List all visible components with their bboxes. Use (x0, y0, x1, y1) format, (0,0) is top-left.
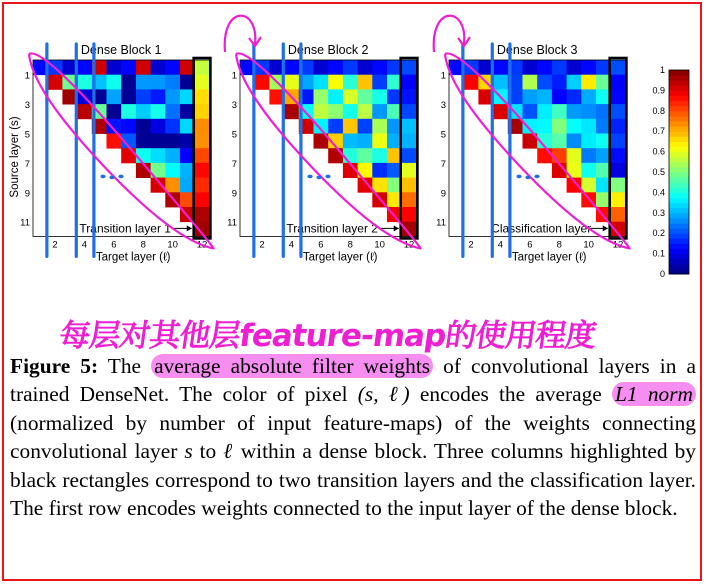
heat-cell-db1 (136, 134, 151, 149)
highlight-l1-norm: L1 norm (612, 382, 696, 406)
colorbar-segment (669, 218, 689, 224)
blue-dot-db3 (525, 176, 530, 180)
heat-cell-db1 (136, 89, 151, 104)
heat-cell-db2 (343, 75, 358, 90)
heat-cell-db3 (493, 60, 508, 75)
heat-cell-db1 (165, 163, 180, 178)
colorbar-segment (669, 238, 689, 244)
y-tick-db1: 5 (24, 129, 30, 141)
colorbar-segment (669, 223, 689, 229)
colorbar-tick: 0.2 (652, 228, 665, 239)
heat-cell-db1 (195, 148, 210, 163)
heat-cell-db1 (165, 104, 180, 119)
x-axis-label-db2: Target layer (ℓ) (302, 251, 378, 264)
heat-cell-db2 (402, 119, 417, 134)
pink-curved-arrow (434, 16, 465, 52)
colorbar-tick: 1 (659, 65, 665, 75)
heat-cell-db2 (358, 134, 373, 149)
heat-cell-db3 (567, 75, 582, 90)
heat-cell-db1 (165, 119, 180, 134)
y-tick-db1: 1 (24, 70, 30, 82)
blue-dot-db2 (325, 175, 330, 179)
x-tick-db3: 2 (468, 239, 474, 251)
heat-cell-db3 (537, 89, 552, 104)
y-tick-db1: 9 (24, 188, 30, 200)
blue-dot-db2 (316, 176, 321, 180)
heat-cell-db1 (195, 134, 210, 149)
colorbar-segment (669, 187, 689, 193)
heat-cell-db1 (136, 60, 151, 75)
x-tick-db2: 2 (259, 239, 265, 251)
heat-cell-db1 (107, 89, 122, 104)
heat-cell-db1 (195, 192, 210, 207)
heat-cell-db1 (165, 134, 180, 149)
y-tick-db1: 3 (24, 100, 30, 112)
heat-cell-db3 (552, 119, 567, 134)
colorbar-segment (669, 121, 689, 127)
math-pixel: (s, ℓ) (357, 382, 410, 407)
x-tick-db3: 10 (583, 239, 594, 251)
heat-cell-db1 (195, 60, 210, 75)
heat-cell-db1 (136, 104, 151, 119)
colorbar-tick: 0.7 (652, 126, 665, 137)
x-axis-label-db3: Target layer (ℓ) (511, 251, 587, 264)
heat-cell-db3 (581, 75, 596, 90)
heat-cell-db3 (567, 60, 582, 75)
heat-cell-db3 (552, 89, 567, 104)
heat-cell-db3 (537, 60, 552, 75)
x-tick-db1: 12 (196, 239, 208, 251)
heat-cell-db1 (121, 119, 136, 134)
heat-cell-db3 (611, 89, 626, 104)
heat-cell-db2 (372, 148, 387, 163)
y-tick-db2: 11 (227, 217, 237, 229)
y-tick-db3: 11 (436, 217, 446, 229)
heat-cell-db1 (195, 119, 210, 134)
heat-cell-db1 (136, 119, 151, 134)
heat-cell-db1 (48, 75, 63, 90)
transition-label-db3: Classification layer (491, 221, 592, 236)
heat-cell-db3 (611, 178, 626, 193)
x-tick-db2: 6 (318, 239, 324, 251)
heat-cell-db2 (358, 89, 373, 104)
heat-cell-db1 (136, 148, 151, 163)
heat-cell-db2 (284, 104, 299, 119)
heat-cell-db2 (343, 134, 358, 149)
heat-cell-db3 (464, 75, 479, 90)
heat-cell-db3 (581, 163, 596, 178)
heat-cell-db1 (151, 89, 166, 104)
heat-cell-db2 (372, 75, 387, 90)
caption-label: Figure 5: (10, 354, 99, 378)
colorbar-segment (669, 157, 689, 163)
heat-cell-db3 (552, 60, 567, 75)
heat-cell-db2 (372, 134, 387, 149)
heat-cell-db2 (328, 60, 343, 75)
heat-cell-db2 (402, 148, 417, 163)
heat-cell-db3 (581, 134, 596, 149)
colorbar-segment (669, 85, 689, 91)
blue-dot-db3 (516, 175, 521, 179)
caption-text-6: within a dense block. Three columns highlighted by black rectangles correspond to two transition layers and the classification layer. The first row encodes weights connected to the input layer of the dense block. (10, 439, 696, 521)
heat-cell-db2 (314, 104, 329, 119)
colorbar-segment (669, 172, 689, 178)
y-tick-db3: 5 (440, 129, 446, 141)
heat-cell-db2 (372, 89, 387, 104)
y-tick-db3: 3 (440, 100, 446, 112)
heat-cell-db1 (121, 148, 136, 163)
x-tick-db2: 4 (288, 239, 295, 251)
x-axis-label-db1: Target layer (ℓ) (95, 251, 171, 264)
heat-cell-db1 (151, 119, 166, 134)
panel-title-db3: Dense Block 3 (496, 43, 578, 57)
heat-cell-db1 (195, 104, 210, 119)
heat-cell-db3 (523, 119, 538, 134)
heat-cell-db3 (567, 134, 582, 149)
heat-cell-db2 (358, 148, 373, 163)
heat-cell-db3 (567, 148, 582, 163)
heat-cell-db2 (402, 163, 417, 178)
heat-cell-db3 (493, 75, 508, 90)
colorbar-tick: 0.9 (652, 85, 665, 96)
heat-cell-db1 (107, 104, 122, 119)
colorbar-tick: 0.5 (652, 167, 665, 177)
heat-cell-db2 (343, 119, 358, 134)
heat-cell-db1 (121, 89, 136, 104)
heat-cell-db2 (328, 104, 343, 119)
handwritten-note: 每层对其他层feature-map的使用程度 (56, 318, 598, 354)
panel-title-db1: Dense Block 1 (80, 43, 162, 57)
y-tick-db2: 9 (231, 188, 237, 200)
heat-cell-db2 (343, 148, 358, 163)
heat-cell-db3 (611, 192, 626, 207)
colorbar-segment (669, 70, 689, 76)
x-tick-db1: 10 (167, 239, 178, 251)
heat-cell-db2 (343, 89, 358, 104)
heat-cell-db2 (402, 104, 417, 119)
caption-text-2: of convolutional layers in a trained DenseNet. The color of pixel (10, 354, 696, 407)
colorbar-segment (669, 208, 689, 214)
math-s: s (184, 439, 193, 464)
heat-cell-db1 (151, 75, 166, 90)
heat-cell-db3 (581, 89, 596, 104)
heat-cell-db3 (581, 148, 596, 163)
caption-text-4: (normalized by number of input feature-maps) of the weights connecting convolutional layer (10, 410, 696, 464)
highlight-filter-weights: average absolute filter weights (151, 354, 433, 378)
blue-dot-db1 (100, 175, 105, 179)
colorbar-segment (669, 192, 689, 198)
heat-cell-db2 (255, 75, 270, 90)
colorbar-segment (669, 254, 689, 260)
heat-cell-db2 (358, 60, 373, 75)
colorbar-segment (669, 111, 689, 117)
heat-cell-db2 (402, 178, 417, 193)
y-tick-db1: 7 (24, 158, 30, 170)
heat-cell-db3 (537, 104, 552, 119)
heat-cell-db2 (372, 60, 387, 75)
heat-cell-db2 (328, 148, 343, 163)
heat-cell-db1 (195, 178, 210, 193)
heat-cell-db3 (523, 104, 538, 119)
heat-cell-db2 (358, 119, 373, 134)
heat-cell-db3 (581, 104, 596, 119)
colorbar-tick: 0.4 (652, 187, 665, 198)
heat-cell-db1 (151, 134, 166, 149)
heat-cell-db2 (328, 89, 343, 104)
pink-curved-arrow (225, 16, 256, 52)
colorbar-segment (669, 90, 689, 96)
colorbar-segment (669, 75, 689, 81)
y-tick-db2: 1 (231, 70, 237, 82)
colorbar-tick: 0.8 (652, 105, 665, 116)
heat-cell-db3 (523, 60, 538, 75)
x-tick-db3: 8 (556, 239, 562, 251)
heat-cell-db3 (537, 75, 552, 90)
heat-cell-db3 (581, 178, 596, 193)
heat-cell-db2 (314, 75, 329, 90)
math-ell: ℓ (223, 439, 234, 464)
heat-cell-db3 (523, 75, 538, 90)
colorbar-segment (669, 136, 689, 142)
colorbar-segment (669, 249, 689, 255)
heat-cell-db2 (284, 75, 299, 90)
y-tick-db2: 7 (231, 158, 237, 170)
heat-cell-db2 (402, 60, 417, 75)
heat-cell-db3 (611, 148, 626, 163)
blue-dot-db1 (118, 175, 123, 179)
heat-cell-db2 (402, 192, 417, 207)
y-tick-db1: 11 (20, 217, 30, 229)
heat-cell-db1 (165, 148, 180, 163)
heat-cell-db2 (328, 75, 343, 90)
blue-dot-db2 (307, 175, 312, 179)
heat-cell-db1 (195, 89, 210, 104)
heat-cell-db3 (493, 104, 508, 119)
heat-cell-db3 (611, 104, 626, 119)
heat-cell-db3 (581, 60, 596, 75)
heat-cell-db1 (77, 75, 92, 90)
x-tick-db2: 12 (403, 239, 415, 251)
colorbar-segment (669, 147, 689, 153)
heat-cell-db1 (151, 148, 166, 163)
colorbar-tick: 0.6 (652, 146, 665, 157)
colorbar-segment (669, 182, 689, 188)
y-tick-db3: 9 (440, 188, 446, 200)
heat-cell-db1 (136, 75, 151, 90)
colorbar-tick: 0 (659, 269, 665, 279)
heat-cell-db3 (567, 119, 582, 134)
heat-cell-db2 (314, 60, 329, 75)
heat-cell-db1 (195, 207, 210, 222)
colorbar-tick: 0.1 (652, 248, 665, 259)
colorbar-segment (669, 264, 689, 270)
caption-text-1: The (107, 354, 142, 378)
heat-cell-db2 (343, 104, 358, 119)
y-tick-db2: 5 (231, 129, 237, 141)
heat-cell-db1 (107, 119, 122, 134)
colorbar-segment (669, 233, 689, 239)
colorbar-segment (669, 228, 689, 234)
caption-text-3: encodes the average (419, 382, 602, 407)
colorbar-segment (669, 213, 689, 219)
heat-cell-db2 (402, 134, 417, 149)
heat-cell-db3 (611, 60, 626, 75)
blue-dot-db1 (109, 176, 114, 180)
heat-cell-db1 (77, 104, 92, 119)
panel-title-db2: Dense Block 2 (287, 43, 369, 57)
heat-cell-db2 (358, 104, 373, 119)
heat-cell-db3 (552, 75, 567, 90)
heat-cell-db2 (343, 60, 358, 75)
heat-cell-db1 (121, 60, 136, 75)
colorbar-segment (669, 96, 689, 102)
heat-cell-db3 (537, 148, 552, 163)
heat-cell-db1 (151, 104, 166, 119)
colorbar-segment (669, 198, 689, 204)
heat-cell-db3 (581, 119, 596, 134)
x-tick-db1: 2 (52, 239, 58, 251)
x-tick-db2: 10 (374, 239, 385, 251)
heat-cell-db3 (537, 119, 552, 134)
heat-cell-db2 (402, 89, 417, 104)
x-tick-db1: 8 (140, 239, 146, 251)
heat-cell-db3 (611, 119, 626, 134)
heat-cell-db1 (195, 75, 210, 90)
x-tick-db1: 6 (111, 239, 117, 251)
heat-cell-db1 (107, 75, 122, 90)
colorbar-segment (669, 141, 689, 147)
colorbar-segment (669, 177, 689, 183)
heat-cell-db2 (314, 119, 329, 134)
heat-cell-db2 (314, 89, 329, 104)
heat-cell-db3 (552, 148, 567, 163)
colorbar-segment (669, 203, 689, 209)
heat-cell-db2 (328, 119, 343, 134)
y-tick-db3: 1 (440, 70, 446, 82)
colorbar-segment (669, 106, 689, 112)
heat-cell-db2 (402, 207, 417, 222)
x-tick-db3: 12 (612, 239, 624, 251)
x-tick-db3: 4 (497, 239, 504, 251)
heat-cell-db3 (611, 134, 626, 149)
colorbar-segment (669, 243, 689, 249)
colorbar-segment (669, 80, 689, 86)
heat-cell-db2 (372, 163, 387, 178)
colorbar-segment (669, 131, 689, 137)
heat-cell-db3 (567, 89, 582, 104)
heat-cell-db1 (151, 60, 166, 75)
x-tick-db1: 4 (81, 239, 88, 251)
heat-cell-db3 (552, 134, 567, 149)
x-tick-db3: 6 (527, 239, 533, 251)
heat-cell-db3 (611, 75, 626, 90)
heat-cell-db2 (402, 75, 417, 90)
heat-cell-db3 (552, 104, 567, 119)
heat-cell-db3 (611, 163, 626, 178)
transition-label-db1: Transition layer 1 (79, 221, 171, 236)
heat-cell-db1 (77, 60, 92, 75)
colorbar-segment (669, 116, 689, 122)
heat-cell-db1 (121, 75, 136, 90)
heat-cell-db1 (165, 75, 180, 90)
heat-cell-db2 (358, 75, 373, 90)
blue-dot-db3 (534, 175, 539, 179)
colorbar-segment (669, 167, 689, 173)
colorbar-tick: 0.3 (652, 207, 665, 218)
colorbar-segment (669, 162, 689, 168)
heat-cell-db3 (567, 104, 582, 119)
heat-cell-db1 (107, 60, 122, 75)
heat-cell-db1 (165, 178, 180, 193)
heat-cell-db2 (372, 104, 387, 119)
heat-cell-db2 (372, 178, 387, 193)
heat-cell-db1 (121, 104, 136, 119)
heat-cell-db2 (372, 119, 387, 134)
heat-cell-db3 (523, 89, 538, 104)
heat-cell-db2 (284, 60, 299, 75)
y-tick-db3: 7 (440, 158, 446, 170)
heat-cell-db1 (165, 89, 180, 104)
caption-text-5: to (199, 439, 217, 464)
heat-cell-db1 (165, 60, 180, 75)
colorbar-segment (669, 259, 689, 265)
heat-cell-db3 (611, 207, 626, 222)
x-tick-db2: 8 (347, 239, 353, 251)
colorbar-segment (669, 152, 689, 158)
y-tick-db2: 3 (231, 100, 237, 112)
heat-cell-db1 (195, 163, 210, 178)
transition-label-db2: Transition layer 2 (286, 221, 378, 236)
colorbar-segment (669, 126, 689, 132)
y-axis-label: Source layer (s) (9, 116, 21, 198)
colorbar-segment (669, 101, 689, 107)
figure-caption (10, 352, 696, 522)
